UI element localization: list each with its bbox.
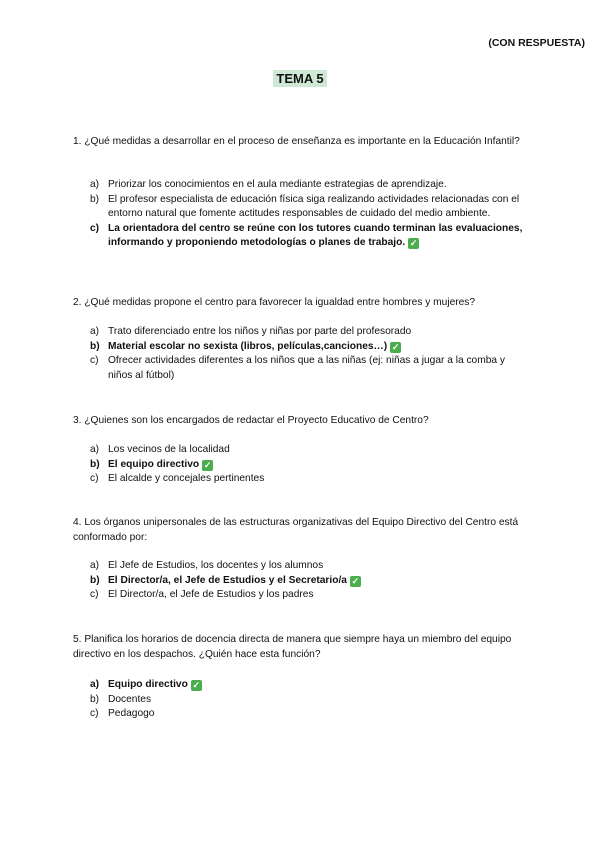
options-2 bbox=[90, 325, 532, 383]
option-5c: c) Pedagogo bbox=[90, 708, 155, 719]
check-mark-icon: ✓ bbox=[192, 680, 201, 690]
page-title bbox=[0, 72, 600, 89]
question-3: 3. ¿Quienes son los encargados de redactar el Proyecto Educativo de Centro? bbox=[73, 415, 429, 426]
option-4c: c) El Director/a, el Jefe de Estudios y los padres bbox=[90, 589, 314, 600]
check-mark-icon: ✓ bbox=[203, 459, 212, 470]
option-5b: b) Docentes bbox=[90, 693, 152, 705]
option-2b: b) Material escolar no sexista (libros, películas,canciones…) ✓ bbox=[90, 340, 400, 352]
options-3 bbox=[90, 443, 532, 487]
option-1b: b) El profesor especialista de educación física siga realizando actividades relacionadas con el entorno natural que fomente actitudes responsables de cuidado del medio ambiente. bbox=[90, 193, 520, 219]
option-1a: a) Priorizar los conocimientos en el aula mediante estrategias de aprendizaje. bbox=[90, 179, 447, 190]
option-4b: b) El Director/a, el Jefe de Estudios y el Secretario/a ✓ bbox=[90, 574, 360, 586]
question-4: 4. Los órganos unipersonales de las estructuras organizativas del Equipo Directivo del Centro está conformado por: bbox=[73, 517, 519, 543]
answer-key-tag: (CON RESPUESTA) bbox=[488, 37, 585, 49]
option-3c: c) El alcalde y concejales pertinentes bbox=[90, 473, 265, 484]
options-5 bbox=[90, 678, 532, 722]
option-2a: a) Trato diferenciado entre los niños y niñas por parte del profesorado bbox=[90, 326, 412, 337]
options-1 bbox=[90, 178, 532, 251]
check-mark-icon: ✓ bbox=[391, 341, 400, 352]
option-5a: a) Equipo directivo ✓ bbox=[90, 679, 201, 690]
check-mark-icon: ✓ bbox=[351, 575, 360, 586]
title-highlight: TEMA 5 bbox=[273, 70, 326, 87]
question-5: 5. Planifica los horarios de docencia directa de manera que siempre haya un miembro del equipo directivo en los despachos. ¿Quién hace esta función? bbox=[73, 634, 512, 660]
option-2c: c) Ofrecer actividades diferentes a los niños que a las niñas (ej: niñas a jugar a la comba y niños al fútbol) bbox=[90, 355, 505, 381]
question-2: 2. ¿Qué medidas propone el centro para favorecer la igualdad entre hombres y mujeres? bbox=[73, 297, 476, 308]
option-3a: a) Los vecinos de la localidad bbox=[90, 444, 230, 455]
options-4 bbox=[90, 559, 532, 603]
question-1: 1. ¿Qué medidas a desarrollar en el proceso de enseñanza es importante en la Educación Infantil? bbox=[73, 136, 520, 147]
option-3b: b) El equipo directivo ✓ bbox=[90, 458, 212, 470]
option-1c: c) La orientadora del centro se reúne con los tutores cuando terminan las evaluaciones, informando y proponiendo metodologías o planes de trabajo. ✓ bbox=[90, 222, 523, 248]
option-4a: a) El Jefe de Estudios, los docentes y los alumnos bbox=[90, 560, 324, 571]
check-mark-icon: ✓ bbox=[409, 238, 418, 248]
